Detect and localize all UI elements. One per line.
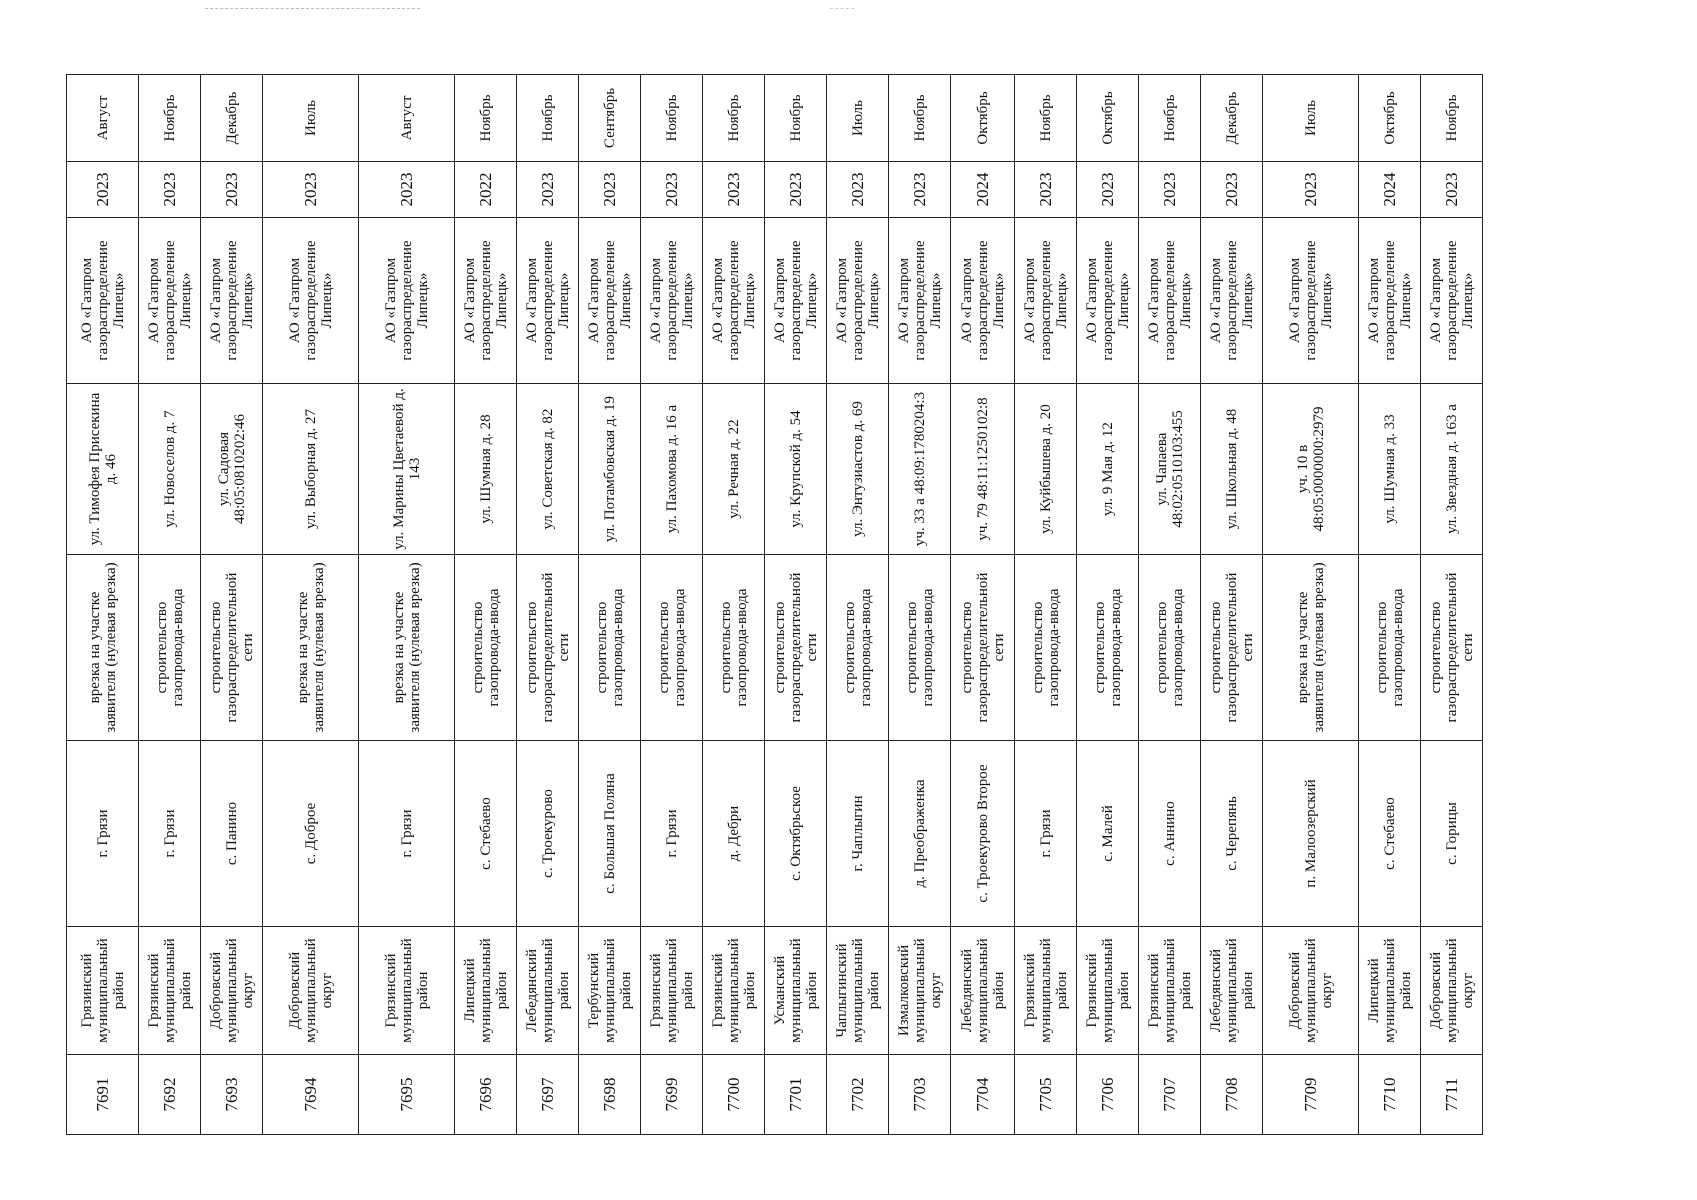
cell-work: строительство газораспределительной сети bbox=[951, 555, 1015, 741]
cell-num: 7709 bbox=[1263, 1055, 1359, 1135]
cell-month: Октябрь bbox=[1077, 75, 1139, 162]
cell-month: Ноябрь bbox=[1421, 75, 1483, 162]
cell-district: Тербунский муниципальный район bbox=[579, 927, 641, 1055]
cell-num: 7704 bbox=[951, 1055, 1015, 1135]
cell-district: Грязинский муниципальный район bbox=[1077, 927, 1139, 1055]
cell-org: АО «Газпром газораспределение Липецк» bbox=[201, 218, 263, 384]
cell-org: АО «Газпром газораспределение Липецк» bbox=[641, 218, 703, 384]
cell-org: АО «Газпром газораспределение Липецк» bbox=[1015, 218, 1077, 384]
cell-locality: с. Стебаево bbox=[1359, 741, 1421, 927]
cell-month: Ноябрь bbox=[765, 75, 827, 162]
cell-district: Добровский муниципальный округ bbox=[1263, 927, 1359, 1055]
cell-district: Лебедянский муниципальный район bbox=[517, 927, 579, 1055]
table-row bbox=[1421, 75, 1483, 1135]
cell-year: 2023 bbox=[1421, 162, 1483, 218]
cell-district: Чаплыгинский муниципальный район bbox=[827, 927, 889, 1055]
cell-district: Грязинский муниципальный район bbox=[139, 927, 201, 1055]
cell-org: АО «Газпром газораспределение Липецк» bbox=[951, 218, 1015, 384]
cell-year: 2023 bbox=[703, 162, 765, 218]
table-row bbox=[765, 75, 827, 1135]
cell-num: 7707 bbox=[1139, 1055, 1201, 1135]
cell-work: строительство газопровода-ввода bbox=[1359, 555, 1421, 741]
cell-work: строительство газораспределительной сети bbox=[1201, 555, 1263, 741]
table-row bbox=[1077, 75, 1139, 1135]
cell-work: строительство газопровода-ввода bbox=[889, 555, 951, 741]
cell-year: 2023 bbox=[359, 162, 455, 218]
table-body bbox=[67, 75, 1483, 1135]
cell-year: 2023 bbox=[263, 162, 359, 218]
cell-month: Август bbox=[67, 75, 139, 162]
cell-address: ул. Тимофея Присекина д. 46 bbox=[67, 384, 139, 555]
cell-work: строительство газораспределительной сети bbox=[201, 555, 263, 741]
cell-district: Грязинский муниципальный район bbox=[67, 927, 139, 1055]
cell-district: Усманский муниципальный район bbox=[765, 927, 827, 1055]
cell-locality: г. Грязи bbox=[1015, 741, 1077, 927]
cell-address: ул. Потамбовская д. 19 bbox=[579, 384, 641, 555]
cell-num: 7692 bbox=[139, 1055, 201, 1135]
cell-district: Добровский муниципальный округ bbox=[201, 927, 263, 1055]
cell-address: ул. Выборная д. 27 bbox=[263, 384, 359, 555]
cell-org: АО «Газпром газораспределение Липецк» bbox=[1139, 218, 1201, 384]
cell-year: 2023 bbox=[827, 162, 889, 218]
cell-address: уч. 79 48:11:1250102:8 bbox=[951, 384, 1015, 555]
cell-district: Грязинский муниципальный район bbox=[359, 927, 455, 1055]
cell-locality: г. Грязи bbox=[641, 741, 703, 927]
table-row bbox=[455, 75, 517, 1135]
table-row bbox=[517, 75, 579, 1135]
cell-num: 7706 bbox=[1077, 1055, 1139, 1135]
cell-district: Грязинский муниципальный район bbox=[1015, 927, 1077, 1055]
table-row bbox=[359, 75, 455, 1135]
cell-month: Июль bbox=[263, 75, 359, 162]
cell-year: 2023 bbox=[1139, 162, 1201, 218]
cell-locality: г. Грязи bbox=[139, 741, 201, 927]
scan-artifact-line bbox=[830, 8, 854, 9]
cell-work: строительство газопровода-ввода bbox=[641, 555, 703, 741]
gasification-table bbox=[66, 74, 1483, 1135]
cell-address: уч. 10 в 48:05:0000000:2979 bbox=[1263, 384, 1359, 555]
cell-address: ул. Пахомова д. 16 а bbox=[641, 384, 703, 555]
cell-locality: с. Черепянь bbox=[1201, 741, 1263, 927]
cell-address: ул. Куйбышева д. 20 bbox=[1015, 384, 1077, 555]
cell-address: ул. Звездная д. 163 а bbox=[1421, 384, 1483, 555]
cell-num: 7701 bbox=[765, 1055, 827, 1135]
cell-year: 2023 bbox=[579, 162, 641, 218]
cell-month: Ноябрь bbox=[517, 75, 579, 162]
table-row bbox=[1263, 75, 1359, 1135]
cell-year: 2023 bbox=[67, 162, 139, 218]
rotated-page bbox=[66, 75, 1483, 1135]
cell-org: АО «Газпром газораспределение Липецк» bbox=[579, 218, 641, 384]
cell-month: Ноябрь bbox=[1015, 75, 1077, 162]
cell-org: АО «Газпром газораспределение Липецк» bbox=[1077, 218, 1139, 384]
cell-work: строительство газопровода-ввода bbox=[1015, 555, 1077, 741]
cell-address: ул. Чапаева 48:02:0510103:455 bbox=[1139, 384, 1201, 555]
cell-year: 2023 bbox=[139, 162, 201, 218]
cell-org: АО «Газпром газораспределение Липецк» bbox=[889, 218, 951, 384]
cell-locality: с. Панино bbox=[201, 741, 263, 927]
cell-num: 7702 bbox=[827, 1055, 889, 1135]
cell-month: Ноябрь bbox=[455, 75, 517, 162]
cell-year: 2023 bbox=[1015, 162, 1077, 218]
cell-work: врезка на участке заявителя (нулевая врезка) bbox=[263, 555, 359, 741]
cell-locality: г. Чаплыгин bbox=[827, 741, 889, 927]
cell-work: строительство газораспределительной сети bbox=[517, 555, 579, 741]
cell-address: ул. Марины Цветаевой д. 143 bbox=[359, 384, 455, 555]
cell-locality: с. Стебаево bbox=[455, 741, 517, 927]
cell-month: Август bbox=[359, 75, 455, 162]
cell-org: АО «Газпром газораспределение Липецк» bbox=[359, 218, 455, 384]
table-row bbox=[827, 75, 889, 1135]
table-row bbox=[1201, 75, 1263, 1135]
cell-num: 7697 bbox=[517, 1055, 579, 1135]
cell-org: АО «Газпром газораспределение Липецк» bbox=[1263, 218, 1359, 384]
cell-month: Ноябрь bbox=[641, 75, 703, 162]
cell-locality: с. Доброе bbox=[263, 741, 359, 927]
cell-num: 7693 bbox=[201, 1055, 263, 1135]
cell-month: Октябрь bbox=[1359, 75, 1421, 162]
cell-month: Декабрь bbox=[1201, 75, 1263, 162]
cell-month: Ноябрь bbox=[1139, 75, 1201, 162]
table-row bbox=[1015, 75, 1077, 1135]
cell-district: Грязинский муниципальный район bbox=[1139, 927, 1201, 1055]
table-row bbox=[889, 75, 951, 1135]
cell-locality: с. Троекурово bbox=[517, 741, 579, 927]
cell-work: строительство газопровода-ввода bbox=[1077, 555, 1139, 741]
cell-year: 2023 bbox=[1077, 162, 1139, 218]
cell-locality: с. Троекурово Второе bbox=[951, 741, 1015, 927]
cell-locality: с. Большая Поляна bbox=[579, 741, 641, 927]
cell-district: Добровский муниципальный округ bbox=[263, 927, 359, 1055]
cell-month: Ноябрь bbox=[889, 75, 951, 162]
cell-num: 7698 bbox=[579, 1055, 641, 1135]
cell-district: Липецкий муниципальный район bbox=[1359, 927, 1421, 1055]
cell-org: АО «Газпром газораспределение Липецк» bbox=[1359, 218, 1421, 384]
cell-locality: с. Горицы bbox=[1421, 741, 1483, 927]
cell-year: 2023 bbox=[201, 162, 263, 218]
cell-org: АО «Газпром газораспределение Липецк» bbox=[827, 218, 889, 384]
cell-district: Лебедянский муниципальный район bbox=[1201, 927, 1263, 1055]
cell-month: Октябрь bbox=[951, 75, 1015, 162]
cell-locality: г. Грязи bbox=[359, 741, 455, 927]
table-row bbox=[1359, 75, 1421, 1135]
cell-address: ул. Садовая 48:05:0810202:46 bbox=[201, 384, 263, 555]
table-row bbox=[67, 75, 139, 1135]
cell-address: уч. 33 а 48:09:1780204:3 bbox=[889, 384, 951, 555]
cell-num: 7699 bbox=[641, 1055, 703, 1135]
cell-year: 2023 bbox=[641, 162, 703, 218]
cell-year: 2023 bbox=[889, 162, 951, 218]
table-row bbox=[201, 75, 263, 1135]
table-row bbox=[263, 75, 359, 1135]
cell-num: 7703 bbox=[889, 1055, 951, 1135]
cell-work: строительство газораспределительной сети bbox=[1421, 555, 1483, 741]
cell-district: Грязинский муниципальный район bbox=[703, 927, 765, 1055]
table-row bbox=[139, 75, 201, 1135]
cell-address: ул. 9 Мая д. 12 bbox=[1077, 384, 1139, 555]
table-row bbox=[703, 75, 765, 1135]
cell-locality: д. Дебри bbox=[703, 741, 765, 927]
cell-year: 2023 bbox=[765, 162, 827, 218]
cell-org: АО «Газпром газораспределение Липецк» bbox=[263, 218, 359, 384]
cell-num: 7691 bbox=[67, 1055, 139, 1135]
cell-address: ул. Школьная д. 48 bbox=[1201, 384, 1263, 555]
cell-work: строительство газопровода-ввода bbox=[827, 555, 889, 741]
cell-year: 2022 bbox=[455, 162, 517, 218]
cell-work: строительство газопровода-ввода bbox=[139, 555, 201, 741]
cell-locality: с. Октябрьское bbox=[765, 741, 827, 927]
cell-month: Ноябрь bbox=[139, 75, 201, 162]
table-row bbox=[579, 75, 641, 1135]
cell-year: 2023 bbox=[517, 162, 579, 218]
cell-org: АО «Газпром газораспределение Липецк» bbox=[1201, 218, 1263, 384]
cell-year: 2024 bbox=[1359, 162, 1421, 218]
cell-district: Измалковский муниципальный округ bbox=[889, 927, 951, 1055]
cell-address: ул. Шумная д. 33 bbox=[1359, 384, 1421, 555]
cell-num: 7696 bbox=[455, 1055, 517, 1135]
cell-month: Декабрь bbox=[201, 75, 263, 162]
cell-num: 7694 bbox=[263, 1055, 359, 1135]
cell-num: 7708 bbox=[1201, 1055, 1263, 1135]
cell-district: Грязинский муниципальный район bbox=[641, 927, 703, 1055]
table-row bbox=[1139, 75, 1201, 1135]
cell-address: ул. Новоселов д. 7 bbox=[139, 384, 201, 555]
cell-org: АО «Газпром газораспределение Липецк» bbox=[517, 218, 579, 384]
cell-district: Лебедянский муниципальный район bbox=[951, 927, 1015, 1055]
cell-org: АО «Газпром газораспределение Липецк» bbox=[1421, 218, 1483, 384]
cell-address: ул. Шумная д. 28 bbox=[455, 384, 517, 555]
cell-address: ул. Речная д. 22 bbox=[703, 384, 765, 555]
cell-address: ул. Советская д. 82 bbox=[517, 384, 579, 555]
cell-num: 7710 bbox=[1359, 1055, 1421, 1135]
scan-artifact-line bbox=[205, 8, 420, 9]
cell-year: 2023 bbox=[1263, 162, 1359, 218]
cell-locality: г. Грязи bbox=[67, 741, 139, 927]
cell-org: АО «Газпром газораспределение Липецк» bbox=[765, 218, 827, 384]
cell-address: ул. Крупской д. 54 bbox=[765, 384, 827, 555]
cell-locality: с. Малей bbox=[1077, 741, 1139, 927]
cell-work: строительство газопровода-ввода bbox=[1139, 555, 1201, 741]
cell-year: 2024 bbox=[951, 162, 1015, 218]
cell-work: врезка на участке заявителя (нулевая врезка) bbox=[1263, 555, 1359, 741]
cell-work: строительство газопровода-ввода bbox=[579, 555, 641, 741]
cell-district: Добровский муниципальный округ bbox=[1421, 927, 1483, 1055]
cell-num: 7695 bbox=[359, 1055, 455, 1135]
cell-district: Липецкий муниципальный район bbox=[455, 927, 517, 1055]
cell-num: 7705 bbox=[1015, 1055, 1077, 1135]
cell-address: ул. Энтузиастов д. 69 bbox=[827, 384, 889, 555]
cell-work: строительство газораспределительной сети bbox=[765, 555, 827, 741]
cell-month: Июль bbox=[1263, 75, 1359, 162]
cell-num: 7700 bbox=[703, 1055, 765, 1135]
table-row bbox=[951, 75, 1015, 1135]
cell-org: АО «Газпром газораспределение Липецк» bbox=[67, 218, 139, 384]
cell-month: Июль bbox=[827, 75, 889, 162]
cell-org: АО «Газпром газораспределение Липецк» bbox=[455, 218, 517, 384]
cell-month: Ноябрь bbox=[703, 75, 765, 162]
cell-work: врезка на участке заявителя (нулевая врезка) bbox=[359, 555, 455, 741]
cell-work: строительство газопровода-ввода bbox=[703, 555, 765, 741]
cell-num: 7711 bbox=[1421, 1055, 1483, 1135]
table-row bbox=[641, 75, 703, 1135]
cell-work: строительство газопровода-ввода bbox=[455, 555, 517, 741]
cell-month: Сентябрь bbox=[579, 75, 641, 162]
cell-locality: с. Аннино bbox=[1139, 741, 1201, 927]
cell-work: врезка на участке заявителя (нулевая врезка) bbox=[67, 555, 139, 741]
cell-org: АО «Газпром газораспределение Липецк» bbox=[703, 218, 765, 384]
cell-locality: п. Малоозерский bbox=[1263, 741, 1359, 927]
cell-year: 2023 bbox=[1201, 162, 1263, 218]
cell-org: АО «Газпром газораспределение Липецк» bbox=[139, 218, 201, 384]
cell-locality: д. Преображенка bbox=[889, 741, 951, 927]
